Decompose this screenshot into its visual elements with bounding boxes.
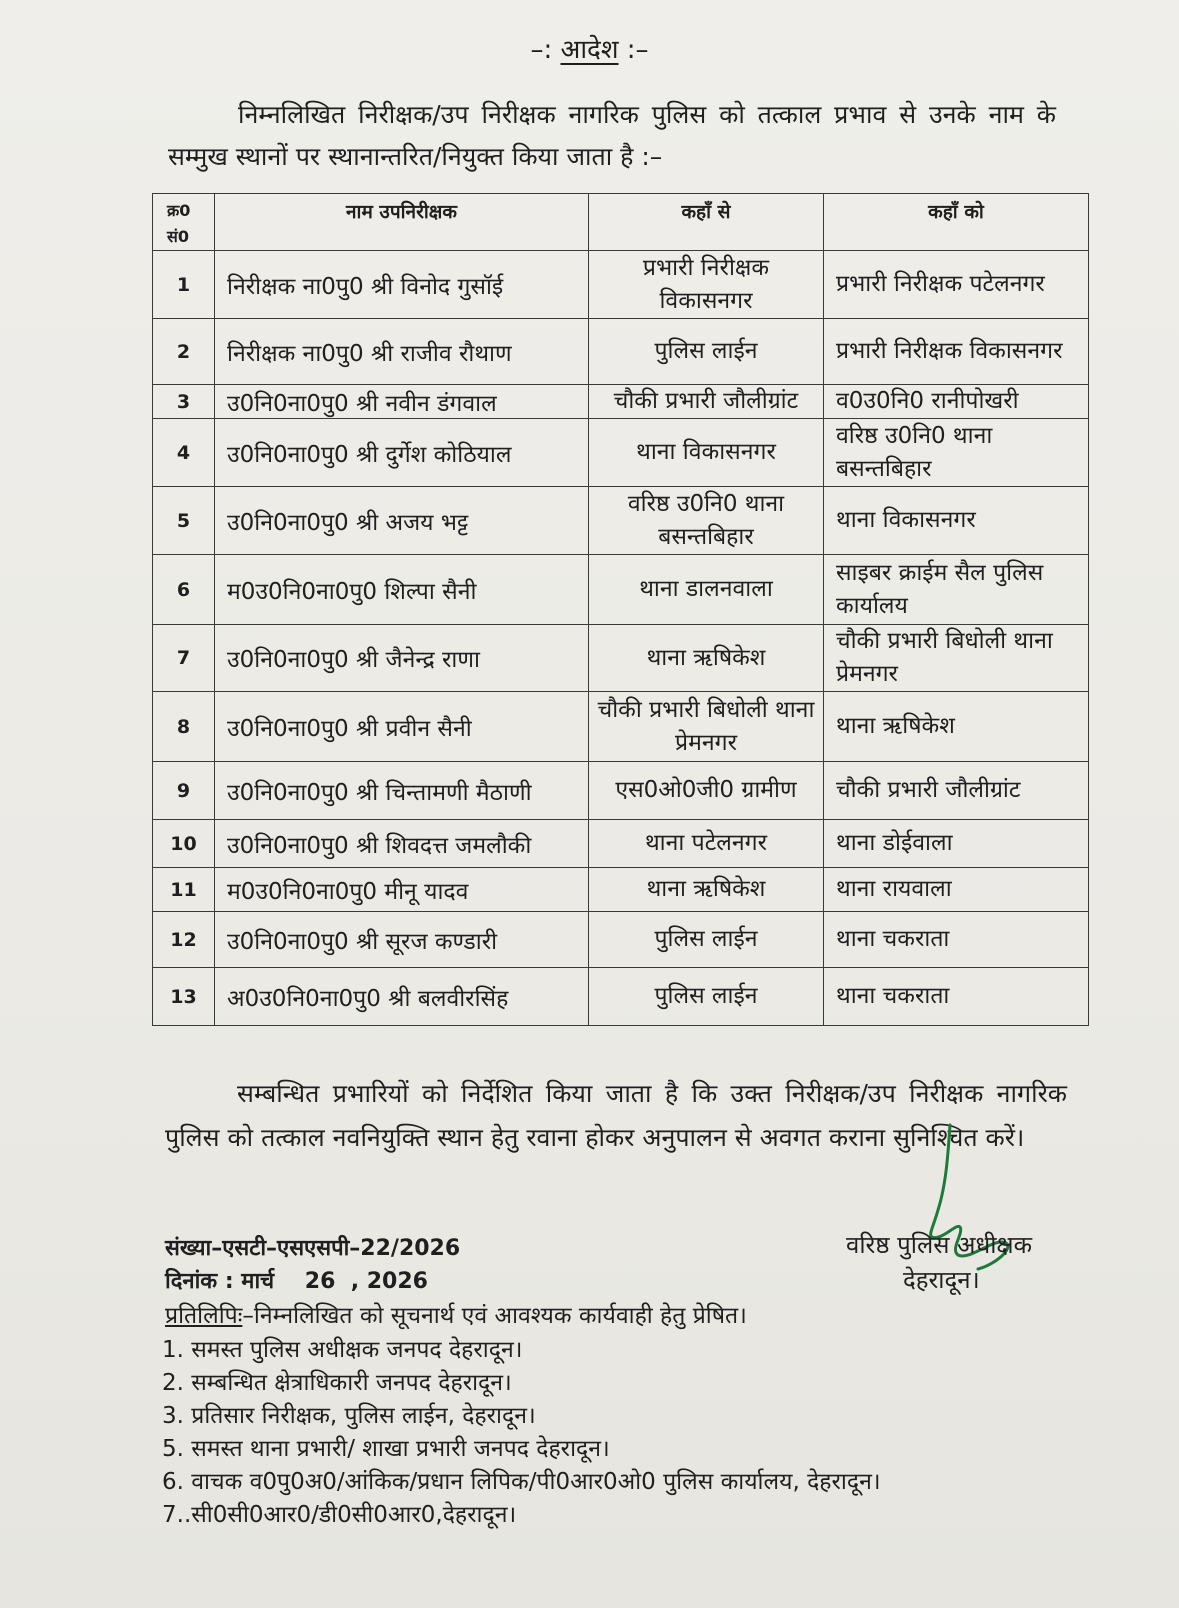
name-cell: उ0नि0ना0पु0 श्री जैनेन्द्र राणा xyxy=(215,625,589,692)
to-cell: थाना ऋषिकेश xyxy=(824,692,1089,762)
to-cell: थाना रायवाला xyxy=(824,868,1089,912)
from-cell: पुलिस लाईन xyxy=(589,912,824,968)
name-cell: निरीक्षक ना0पु0 श्री विनोद गुसॉई xyxy=(215,251,589,319)
to-cell: व0उ0नि0 रानीपोखरी xyxy=(824,385,1089,419)
sno-cell: 9 xyxy=(153,762,215,820)
from-cell: थाना डालनवाला xyxy=(589,555,824,625)
signatory-place: देहरादून। xyxy=(903,1266,980,1294)
name-cell: उ0नि0ना0पु0 श्री चिन्तामणी मैठाणी xyxy=(215,762,589,820)
copy-recipient-item: 1. समस्त पुलिस अधीक्षक जनपद देहरादून। xyxy=(162,1337,523,1363)
reference-number: संख्या–एसटी–एसएसपी–22/2026 xyxy=(165,1236,461,1261)
table-row xyxy=(153,419,1089,487)
sno-cell: 13 xyxy=(153,968,215,1026)
table-row xyxy=(153,487,1089,555)
name-cell: उ0नि0ना0पु0 श्री नवीन डंगवाल xyxy=(215,385,589,419)
copy-label: प्रतिलिपिः xyxy=(165,1303,243,1329)
sno-cell: 12 xyxy=(153,912,215,968)
sno-cell: 5 xyxy=(153,487,215,555)
order-date: दिनांक : मार्च 26 , 2026 xyxy=(165,1269,428,1294)
title-right-mark: :– xyxy=(618,35,649,65)
table-row xyxy=(153,762,1089,820)
sno-cell: 3 xyxy=(153,385,215,419)
copy-recipient-item: 2. सम्बन्धित क्षेत्राधिकारी जनपद देहरादून। xyxy=(162,1370,512,1396)
to-cell: थाना चकराता xyxy=(824,968,1089,1026)
order-title xyxy=(0,30,1179,66)
header-from: कहाँ से xyxy=(589,194,824,251)
to-cell: प्रभारी निरीक्षक पटेलनगर xyxy=(824,251,1089,319)
table-body xyxy=(153,251,1089,1026)
to-cell: वरिष्ठ उ0नि0 थाना बसन्तबिहार xyxy=(824,419,1089,487)
header-sno: क्र0 सं0 xyxy=(153,194,215,251)
signatory-title: वरिष्ठ पुलिस अधीक्षक xyxy=(846,1231,1033,1259)
sno-cell: 4 xyxy=(153,419,215,487)
table-row xyxy=(153,625,1089,692)
to-cell: चौकी प्रभारी जौलीग्रांट xyxy=(824,762,1089,820)
name-cell: उ0नि0ना0पु0 श्री शिवदत्त जमलौकी xyxy=(215,820,589,868)
copy-recipient-item: 5. समस्त थाना प्रभारी/ शाखा प्रभारी जनपद देहरादून। xyxy=(162,1436,610,1462)
to-cell: थाना विकासनगर xyxy=(824,487,1089,555)
from-cell: थाना विकासनगर xyxy=(589,419,824,487)
copy-recipients xyxy=(162,1334,881,1532)
copy-recipient-item: 6. वाचक व0पु0अ0/आंकिक/प्रधान लिपिक/पी0आर0ओ0 पुलिस कार्यालय, देहरादून। xyxy=(162,1469,881,1495)
name-cell: उ0नि0ना0पु0 श्री प्रवीन सैनी xyxy=(215,692,589,762)
to-cell: थाना डोईवाला xyxy=(824,820,1089,868)
table-row xyxy=(153,820,1089,868)
transfer-table xyxy=(152,193,1089,1026)
sno-cell: 2 xyxy=(153,319,215,385)
from-cell: चौकी प्रभारी बिधोली थाना प्रेमनगर xyxy=(589,692,824,762)
from-cell: एस0ओ0जी0 ग्रामीण xyxy=(589,762,824,820)
from-cell: थाना ऋषिकेश xyxy=(589,625,824,692)
copy-heading xyxy=(165,1298,747,1330)
copy-text: –निम्नलिखित को सूचनार्थ एवं आवश्यक कार्यवाही हेतु प्रेषित। xyxy=(242,1303,747,1329)
to-cell: साइबर क्राईम सैल पुलिस कार्यालय xyxy=(824,555,1089,625)
table-row xyxy=(153,912,1089,968)
name-cell: उ0नि0ना0पु0 श्री अजय भट्ट xyxy=(215,487,589,555)
from-cell: पुलिस लाईन xyxy=(589,968,824,1026)
name-cell: उ0नि0ना0पु0 श्री दुर्गेश कोठियाल xyxy=(215,419,589,487)
title-word: आदेश xyxy=(560,35,619,65)
table-header-row xyxy=(153,194,1089,251)
sno-cell: 11 xyxy=(153,868,215,912)
table-row xyxy=(153,692,1089,762)
header-to: कहाँ को xyxy=(824,194,1089,251)
intro-paragraph: निम्नलिखित निरीक्षक/उप निरीक्षक नागरिक पुलिस को तत्काल प्रभाव से उनके नाम के सम्मुख स्थानों पर स्थानान्तरित/नियुक्त किया जाता है :– xyxy=(168,100,1056,171)
from-cell: वरिष्ठ उ0नि0 थाना बसन्तबिहार xyxy=(589,487,824,555)
table-row xyxy=(153,968,1089,1026)
table-row xyxy=(153,555,1089,625)
title-left-mark: –: xyxy=(530,35,561,65)
sno-cell: 8 xyxy=(153,692,215,762)
sno-cell: 10 xyxy=(153,820,215,868)
table-row xyxy=(153,319,1089,385)
from-cell: थाना ऋषिकेश xyxy=(589,868,824,912)
sno-cell: 7 xyxy=(153,625,215,692)
copy-recipient-item: 3. प्रतिसार निरीक्षक, पुलिस लाईन, देहरादून। xyxy=(162,1403,536,1429)
to-cell: प्रभारी निरीक्षक विकासनगर xyxy=(824,319,1089,385)
table-row xyxy=(153,251,1089,319)
table-row xyxy=(153,385,1089,419)
name-cell: निरीक्षक ना0पु0 श्री राजीव रौथाण xyxy=(215,319,589,385)
table-row xyxy=(153,868,1089,912)
from-cell: थाना पटेलनगर xyxy=(589,820,824,868)
header-name: नाम उपनिरीक्षक xyxy=(215,194,589,251)
from-cell: प्रभारी निरीक्षक विकासनगर xyxy=(589,251,824,319)
to-cell: थाना चकराता xyxy=(824,912,1089,968)
name-cell: अ0उ0नि0ना0पु0 श्री बलवीरसिंह xyxy=(215,968,589,1026)
copy-recipient-item: 7..सी0सी0आर0/डी0सी0आर0,देहरादून। xyxy=(162,1502,517,1528)
from-cell: चौकी प्रभारी जौलीग्रांट xyxy=(589,385,824,419)
name-cell: म0उ0नि0ना0पु0 शिल्पा सैनी xyxy=(215,555,589,625)
name-cell: म0उ0नि0ना0पु0 मीनू यादव xyxy=(215,868,589,912)
from-cell: पुलिस लाईन xyxy=(589,319,824,385)
direction-paragraph: सम्बन्धित प्रभारियों को निर्देशित किया जाता है कि उक्त निरीक्षक/उप निरीक्षक नागरिक पुलिस को तत्काल नवनियुक्ति स्थान हेतु रवाना होकर अनुपालन से अवगत कराना सुनिश्चित करें। xyxy=(165,1079,1067,1152)
sno-cell: 6 xyxy=(153,555,215,625)
sno-cell: 1 xyxy=(153,251,215,319)
name-cell: उ0नि0ना0पु0 श्री सूरज कण्डारी xyxy=(215,912,589,968)
to-cell: चौकी प्रभारी बिधोली थाना प्रेमनगर xyxy=(824,625,1089,692)
